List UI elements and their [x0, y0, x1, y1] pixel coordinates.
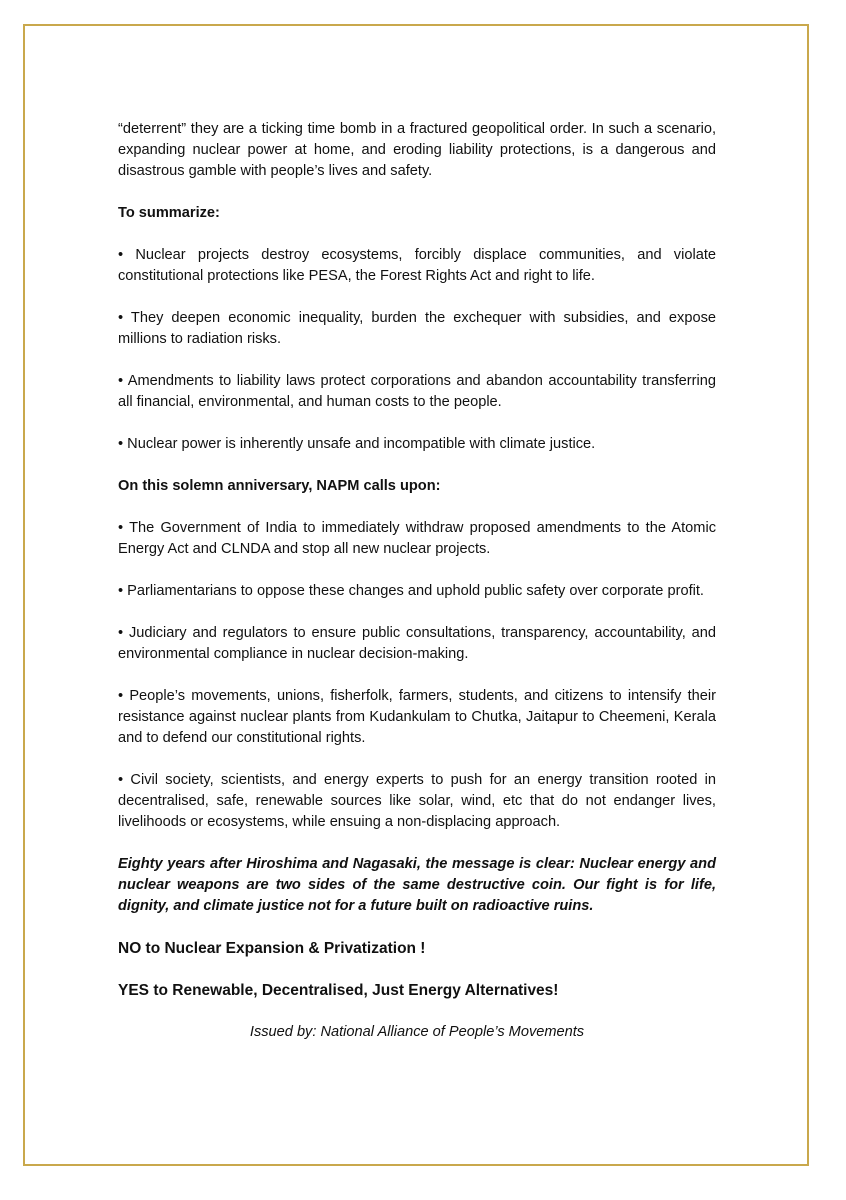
slogan-yes: YES to Renewable, Decentralised, Just Energy Alternatives!	[118, 982, 559, 999]
call-point: • Civil society, scientists, and energy experts to push for an energy transition rooted in decentralised, safe, renewable sources like solar, wind, etc that do not endanger lives, livelihoods or ecosystems, while ensuing a non-displacing approach.	[118, 772, 716, 830]
summary-point: • They deepen economic inequality, burden the exchequer with subsidies, and expose millions to radiation risks.	[118, 310, 716, 347]
call-point: • The Government of India to immediately withdraw proposed amendments to the Atomic Energy Act and CLNDA and stop all new nuclear projects.	[118, 520, 716, 557]
slogan-no: NO to Nuclear Expansion & Privatization !	[118, 940, 426, 957]
issued-by: Issued by: National Alliance of People’s Movements	[249, 1024, 585, 1040]
summary-point: • Nuclear power is inherently unsafe and incompatible with climate justice.	[118, 436, 596, 452]
summary-point: • Nuclear projects destroy ecosystems, forcibly displace communities, and violate constitutional protections like PESA, the Forest Rights Act and right to life.	[118, 247, 716, 284]
closing-statement: Eighty years after Hiroshima and Nagasaki, the message is clear: Nuclear energy and nuclear weapons are two sides of the same destructive coin. Our fight is for life, dignity, and climate justice not for a future built on radioactive ruins.	[118, 856, 716, 914]
call-point: • Parliamentarians to oppose these changes and uphold public safety over corporate profit.	[118, 583, 704, 599]
call-point: • Judiciary and regulators to ensure public consultations, transparency, accountability, and environmental compliance in nuclear decision-making.	[118, 625, 716, 662]
calls-heading: On this solemn anniversary, NAPM calls upon:	[118, 478, 441, 494]
call-point: • People’s movements, unions, fisherfolk, farmers, students, and citizens to intensify their resistance against nuclear plants from Kudankulam to Chutka, Jaitapur to Cheemeni, Kerala and to defend our constitutional rights.	[118, 688, 716, 746]
document-body	[118, 119, 716, 1043]
summary-heading: To summarize:	[118, 205, 220, 221]
intro-paragraph: “deterrent” they are a ticking time bomb in a fractured geopolitical order. In such a scenario, expanding nuclear power at home, and eroding liability protections, is a dangerous and disastrous gamble with people’s lives and safety.	[118, 121, 716, 179]
summary-point: • Amendments to liability laws protect corporations and abandon accountability transferring all financial, environmental, and human costs to the people.	[118, 373, 716, 410]
